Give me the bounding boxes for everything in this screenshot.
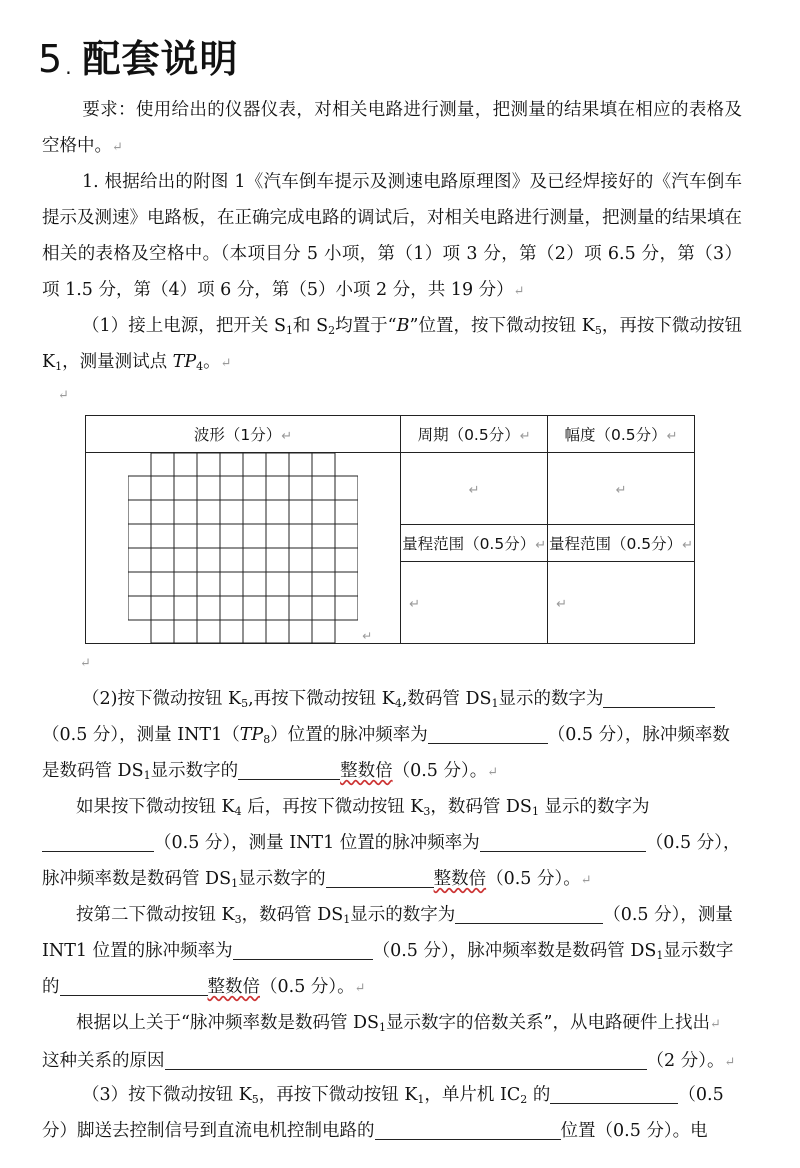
- text-run: 1: [417, 1093, 425, 1106]
- text-run: 3: [234, 913, 242, 926]
- text-run: 显示数字的: [238, 869, 326, 889]
- text-run: 1: [379, 1021, 387, 1034]
- text-run: 1: [656, 949, 664, 962]
- text-run: （2)按下微动按钮 K: [82, 689, 242, 709]
- item1-paragraph: [42, 308, 742, 382]
- text-run: 显示的数字为: [538, 797, 650, 817]
- text-run: ，测量测试点: [62, 352, 173, 372]
- text-run: ，数码管 DS: [430, 797, 532, 817]
- paragraph-mark: ↵: [580, 873, 592, 888]
- text-run: 1: [143, 769, 151, 782]
- oscilloscope-grid: [128, 453, 358, 643]
- text-run: 的: [42, 977, 60, 997]
- text-run: TP: [172, 352, 197, 372]
- paragraph-mark: ↵: [112, 140, 123, 155]
- text-run: 分）脚送去控制信号到直流电机控制电路的: [42, 1121, 375, 1141]
- item2-paragraph: [42, 681, 742, 791]
- text-run: 5: [594, 324, 602, 337]
- text-run: 周期（0.5分）: [417, 426, 520, 444]
- text-run: 2: [520, 1093, 528, 1106]
- text-run: 1: [531, 805, 539, 818]
- paragraph-mark: ↵: [58, 388, 69, 403]
- text-run: 脉冲频率数是数码管 DS: [42, 869, 232, 889]
- text-run: 5: [251, 1093, 259, 1106]
- text-run: 显示数字的: [150, 761, 239, 781]
- text-run: 。: [203, 352, 221, 372]
- text-run: ，数码管 DS: [241, 905, 344, 925]
- period-range-cell[interactable]: [401, 562, 548, 644]
- text-run: 这种关系的原因: [42, 1051, 165, 1071]
- text-run: （1）接上电源，把开关 S: [82, 316, 286, 336]
- requirement-text: 要求：使用给出的仪器仪表，对相关电路进行测量，把测量的结果填在相应的表格及空格中。: [42, 100, 742, 156]
- text-run: 整数倍: [433, 869, 487, 889]
- text-run: 量程范围（0.5分）: [549, 535, 683, 553]
- text-run: （0.5 分），测量 INT1 位置的脉冲频率为: [154, 833, 480, 853]
- text-run: 和 S: [292, 316, 329, 336]
- text-run: 5: [241, 697, 249, 710]
- text-run: 4: [394, 697, 402, 710]
- paragraph-mark: ↵: [666, 429, 678, 444]
- paragraph-mark: ↵: [724, 1055, 736, 1070]
- blank-position[interactable]: [375, 1119, 561, 1140]
- paragraph-mark: ↵: [409, 596, 421, 612]
- text-run: （0.5 分），测量 INT1（: [42, 725, 240, 745]
- section-heading: [38, 28, 239, 83]
- text-run: （0.5 分）。: [260, 977, 355, 997]
- section-number: 5: [38, 37, 64, 81]
- text-run: ,数码管 DS: [401, 689, 492, 709]
- text-run: ,再按下微动按钮 K: [248, 689, 395, 709]
- item2c-paragraph: [42, 897, 742, 1007]
- blank-pin[interactable]: [550, 1083, 678, 1104]
- paragraph-mark: ↵: [281, 429, 293, 444]
- paragraph-mark: ↵: [519, 429, 531, 444]
- paragraph-mark: ↵: [468, 482, 480, 498]
- text-run: 后，再按下微动按钮 K: [241, 797, 424, 817]
- blank-pulse-frequency-3[interactable]: [233, 939, 373, 960]
- text-run: 1: [343, 913, 351, 926]
- text-run: INT1 位置的脉冲频率为: [42, 941, 233, 961]
- text-run: （0.5 分），: [645, 833, 741, 853]
- blank-pulse-frequency[interactable]: [428, 723, 548, 744]
- text-run: （0.5 分），脉冲频率数是数码管 DS: [372, 941, 657, 961]
- text-run: 是数码管 DS: [42, 761, 144, 781]
- text-run: 显示的数字为: [498, 689, 604, 709]
- text-run: 1: [231, 877, 239, 890]
- paragraph-mark: ↵: [80, 656, 91, 671]
- text-run: ）位置的脉冲频率为: [270, 725, 428, 745]
- amplitude-value-cell[interactable]: [548, 453, 695, 525]
- text-run: （0.5: [678, 1085, 724, 1105]
- item2d-paragraph: [42, 1005, 742, 1081]
- text-run: 根据以上关于“脉冲频率数是数码管 DS: [76, 1013, 380, 1033]
- paragraph-mark: ↵: [535, 538, 547, 553]
- text-run: 幅度（0.5分）: [564, 426, 667, 444]
- text-run: ，再按下微动按钮 K: [42, 316, 742, 372]
- text-run: 均置于“: [335, 316, 397, 336]
- paragraph-mark: ↵: [709, 1017, 721, 1032]
- text-run: 4: [196, 360, 204, 373]
- text-run: 显示的数字为: [350, 905, 456, 925]
- text-run: （0.5 分）。: [392, 761, 488, 781]
- period-range-header: [401, 525, 548, 562]
- text-run: （0.5 分）。: [486, 869, 581, 889]
- blank-ds1-digit[interactable]: [603, 687, 715, 708]
- text-run: 按第二下微动按钮 K: [76, 905, 235, 925]
- text-run: 显示数字: [663, 941, 734, 961]
- blank-reason[interactable]: [165, 1049, 647, 1070]
- text-run: 如果按下微动按钮 K: [76, 797, 235, 817]
- text-run: 波形（1分）: [193, 426, 282, 444]
- paragraph-mark: ↵: [354, 981, 366, 996]
- waveform-header: [86, 416, 401, 453]
- paragraph-mark: ↵: [682, 538, 694, 553]
- task1-text: 1. 根据给出的附图 1《汽车倒车提示及测速电路原理图》及已经焊接好的《汽车倒车提示及测速》电路板，在正确完成电路的调试后，对相关电路进行测量，把测量的结果填在相关的表格及空格中。（本项目分 5 小项，第（1）项 3 分，第（2）项 6.5 分，第（3）项 1.5 分，第（4）项 6 分，第（5）小项 2 分，共 19 分）: [42, 172, 742, 300]
- text-run: （0.5 分），测量: [603, 905, 733, 925]
- text-run: 1: [285, 324, 293, 337]
- text-run: 3: [423, 805, 431, 818]
- measurement-table: [85, 415, 695, 644]
- text-run: ，再按下微动按钮 K: [258, 1085, 418, 1105]
- paragraph-mark: ↵: [362, 629, 373, 643]
- text-run: 1: [491, 697, 499, 710]
- text-run: ，单片机 IC: [424, 1085, 521, 1105]
- text-run: 整数倍: [340, 761, 393, 781]
- text-run: 量程范围（0.5分）: [402, 535, 536, 553]
- text-run: 显示数字的倍数关系”，从电路硬件上找出: [386, 1013, 710, 1033]
- item3-paragraph: [42, 1077, 742, 1149]
- section-dot: .: [65, 55, 73, 79]
- text-run: （3）按下微动按钮 K: [82, 1085, 252, 1105]
- paragraph-mark: ↵: [513, 284, 525, 299]
- text-run: TP: [239, 725, 264, 745]
- paragraph-mark: ↵: [615, 482, 627, 498]
- item2b-paragraph: [42, 789, 742, 899]
- text-run: 8: [263, 733, 271, 746]
- grid-svg: [128, 453, 358, 643]
- text-run: B: [396, 316, 410, 336]
- blank-multiple[interactable]: [238, 759, 340, 780]
- text-run: 整数倍: [207, 977, 260, 997]
- amplitude-range-header: [548, 525, 695, 562]
- waveform-cell[interactable]: [86, 453, 401, 644]
- period-value-cell[interactable]: [401, 453, 548, 525]
- text-run: （0.5 分），脉冲频率数: [547, 725, 730, 745]
- blank-pulse-frequency-2[interactable]: [480, 831, 646, 852]
- text-run: 4: [234, 805, 242, 818]
- period-header: [401, 416, 548, 453]
- blank-multiple-3[interactable]: [60, 975, 208, 996]
- text-run: 的: [527, 1085, 551, 1105]
- paragraph-mark: ↵: [556, 596, 567, 612]
- text-run: （2 分）。: [646, 1051, 725, 1071]
- text-run: 位置（0.5 分）。电: [560, 1121, 708, 1141]
- text-run: ”位置，按下微动按钮 K: [409, 316, 595, 336]
- blank-multiple-2[interactable]: [326, 867, 434, 888]
- task1-paragraph: [42, 164, 742, 310]
- requirement-paragraph: [42, 92, 742, 166]
- amplitude-range-cell[interactable]: [548, 562, 695, 644]
- amplitude-header: [548, 416, 695, 453]
- blank-ds1-digit-3[interactable]: [455, 903, 603, 924]
- text-run: 2: [328, 324, 336, 337]
- section-title: 配套说明: [82, 37, 239, 81]
- text-run: 1: [55, 360, 63, 373]
- paragraph-mark: ↵: [220, 356, 232, 371]
- paragraph-mark: ↵: [487, 765, 499, 780]
- blank-ds1-digit-2[interactable]: [42, 831, 154, 852]
